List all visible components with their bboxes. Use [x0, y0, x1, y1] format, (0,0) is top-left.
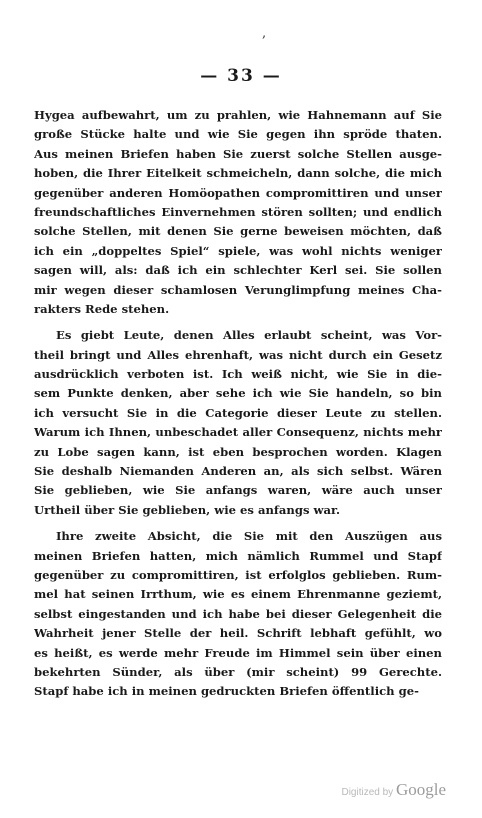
- page-number: — 33 —: [200, 66, 282, 86]
- text-line: ich versucht Sie in die Categorie dieser Leute zu stellen.: [34, 405, 442, 420]
- text-line: selbst eingestanden und ich habe bei dieser Gelegenheit die: [34, 606, 442, 621]
- text-line: mel hat seinen Irrthum, wie es einem Ehrenmanne geziemt,: [34, 587, 442, 602]
- text-line: mir wegen dieser schamlosen Verunglimpfung meines Cha-: [34, 282, 442, 297]
- text-line: theil bringt und Alles ehrenhaft, was nicht durch ein Gesetz: [34, 347, 442, 362]
- text-line: Ihre zweite Absicht, die Sie mit den Auszügen aus: [56, 529, 442, 544]
- text-line: große Stücke halte und wie Sie gegen ihn spröde thaten.: [34, 127, 442, 142]
- text-line: gegenüber anderen Homöopathen compromittiren und unser: [34, 185, 442, 200]
- digitized-by-google-watermark: [341, 780, 446, 800]
- text-line: Wahrheit jener Stelle der heil. Schrift lebhaft gefühlt, wo: [34, 626, 442, 641]
- body-text: [34, 106, 442, 702]
- text-line: Warum ich Ihnen, unbeschadet aller Consequenz, nichts mehr: [34, 425, 442, 440]
- text-line: Aus meinen Briefen haben Sie zuerst solche Stellen ausge-: [34, 146, 442, 161]
- watermark-prefix: Digitized by: [341, 787, 394, 798]
- text-line: freundschaftliches Einvernehmen stören sollten; und endlich: [34, 204, 442, 219]
- text-line: rakters Rede stehen.: [34, 301, 170, 316]
- text-line: meinen Briefen hatten, mich nämlich Rummel und Stapf: [34, 548, 442, 563]
- text-line: ausdrücklich verboten ist. Ich weiß nicht, wie Sie in die-: [34, 367, 442, 382]
- text-line: bekehrten Sünder, als über (mir scheint) 99 Gerechte.: [34, 664, 442, 679]
- text-line: Es giebt Leute, denen Alles erlaubt scheint, was Vor-: [56, 328, 442, 343]
- text-line: Urtheil über Sie geblieben, wie es anfangs war.: [34, 502, 341, 517]
- paragraph-gap: [34, 520, 442, 527]
- ink-mark: ,: [262, 26, 267, 41]
- text-line: gegenüber zu compromittiren, ist erfolglos geblieben. Rum-: [34, 567, 442, 582]
- paragraph: [34, 106, 442, 319]
- google-logo: Google: [395, 780, 446, 799]
- text-line: solche Stellen, mit denen Sie gerne beweisen möchten, daß: [34, 224, 442, 239]
- paragraph: [34, 326, 442, 520]
- text-line: sem Punkte denken, aber sehe ich wie Sie handeln, so bin: [34, 386, 442, 401]
- text-line: Sie geblieben, wie Sie anfangs waren, wäre auch unser: [34, 483, 442, 498]
- text-line: ich ein „doppeltes Spiel“ spiele, was wohl nichts weniger: [34, 243, 442, 258]
- paragraph-gap: [34, 319, 442, 326]
- text-line: Hygea aufbewahrt, um zu prahlen, wie Hahnemann auf Sie: [34, 108, 442, 122]
- text-line: Sie deshalb Niemanden Anderen an, als sich selbst. Wären: [34, 464, 442, 479]
- text-line: sagen will, als: daß ich ein schlechter Kerl sei. Sie sollen: [34, 263, 442, 278]
- text-line: Stapf habe ich in meinen gedruckten Briefen öffentlich ge-: [34, 684, 419, 699]
- text-line: es heißt, es werde mehr Freude im Himmel sein über einen: [34, 645, 442, 660]
- text-line: zu Lobe sagen kann, ist eben besprochen worden. Klagen: [34, 444, 442, 459]
- paragraph: [34, 527, 442, 702]
- text-line: hoben, die Ihrer Eitelkeit schmeicheln, dann solche, die mich: [34, 166, 442, 181]
